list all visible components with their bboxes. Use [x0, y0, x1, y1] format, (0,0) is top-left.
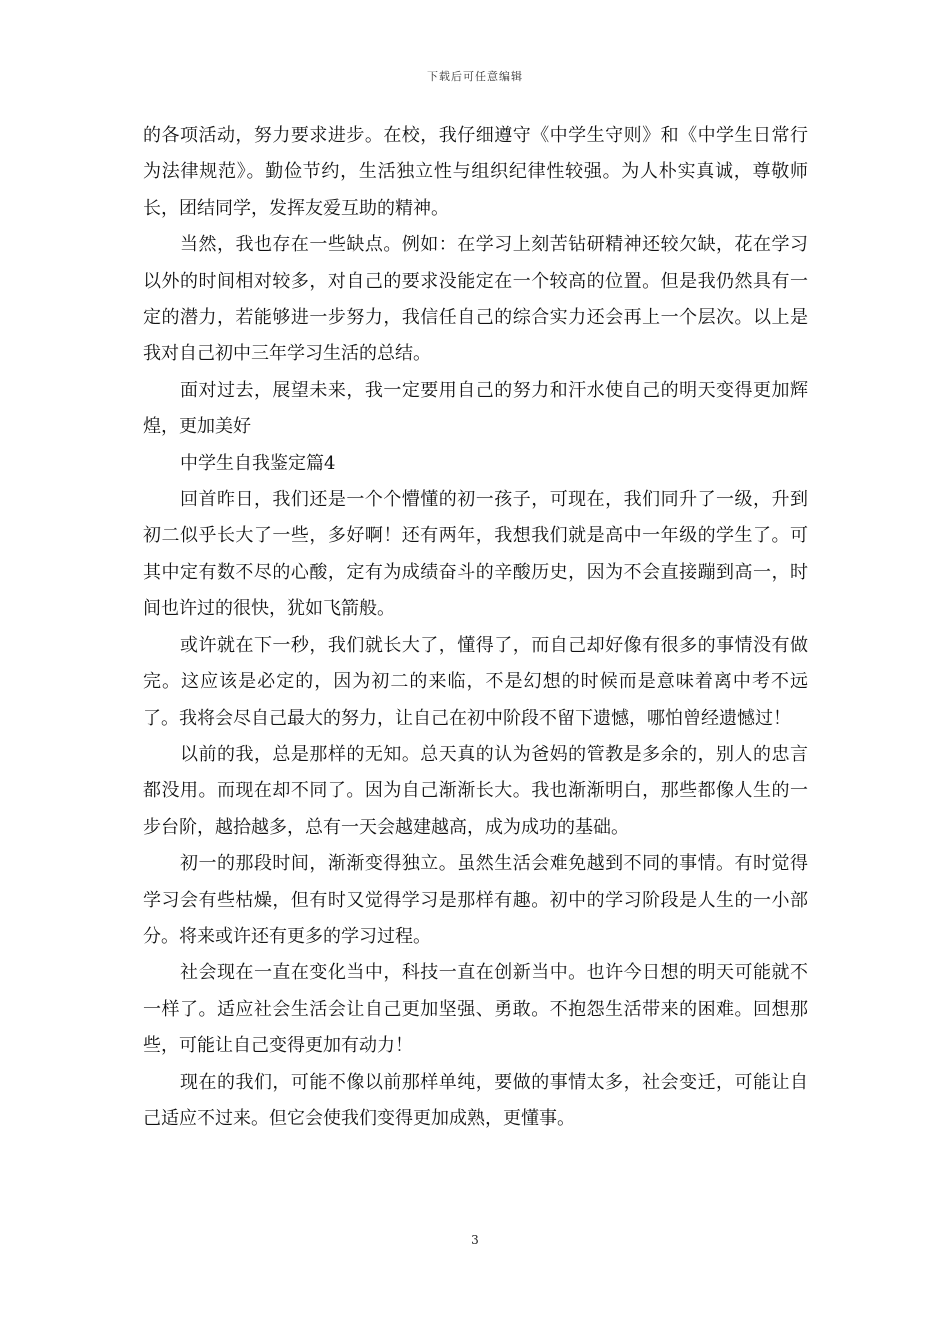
paragraph: 或许就在下一秒，我们就长大了，懂得了，而自己却好像有很多的事情没有做完。这应该是必定的，因为初二的来临，不是幻想的时候而是意味着离中考不远了。我将会尽自己最大的努力，让自己在初中阶段不留下遗憾，哪怕曾经遗憾过！ [143, 634, 808, 729]
paragraph: 当然，我也存在一些缺点。例如：在学习上刻苦钻研精神还较欠缺，花在学习以外的时间相对较多，对自己的要求没能定在一个较高的位置。但是我仍然具有一定的潜力，若能够进一步努力，我信任自己的综合实力还会再上一个层次。以上是我对自己初中三年学习生活的总结。 [143, 234, 808, 365]
paragraph: 初一的那段时间，渐渐变得独立。虽然生活会难免越到不同的事情。有时觉得学习会有些枯燥，但有时又觉得学习是那样有趣。初中的学习阶段是人生的一小部分。将来或许还有更多的学习过程。 [143, 853, 808, 947]
section-heading: 中学生自我鉴定篇4 [180, 452, 336, 474]
paragraph: 回首昨日，我们还是一个个懵懂的初一孩子，可现在，我们同升了一级，升到初二似乎长大了一些，多好啊！还有两年，我想我们就是高中一年级的学生了。可其中定有数不尽的心酸，定有为成绩奋斗的辛酸历史，因为不会直接蹦到高一，时间也许过的很快，犹如飞箭般。 [143, 489, 808, 620]
page-number: 3 [471, 1233, 479, 1247]
paragraph: 现在的我们，可能不像以前那样单纯，要做的事情太多，社会变迁，可能让自己适应不过来。但它会使我们变得更加成熟，更懂事。 [143, 1071, 808, 1129]
paragraph: 以前的我，总是那样的无知。总天真的认为爸妈的管教是多余的，别人的忠言都没用。而现在却不同了。因为自己渐渐长大。我也渐渐明白，那些都像人生的一步台阶，越拾越多，总有一天会越建越高，成为成功的基础。 [143, 743, 808, 838]
page-header-note: 下载后可任意编辑 [427, 70, 523, 83]
paragraph: 面对过去，展望未来，我一定要用自己的努力和汗水使自己的明天变得更加辉煌，更加美好 [143, 379, 808, 438]
paragraph-continued: 的各项活动，努力要求进步。在校，我仔细遵守《中学生守则》和《中学生日常行为法律规范》。勤俭节约，生活独立性与组织纪律性较强。为人朴实真诚，尊敬师长，团结同学，发挥友爱互助的精神。 [143, 125, 808, 219]
paragraph: 社会现在一直在变化当中，科技一直在创新当中。也许今日想的明天可能就不一样了。适应社会生活会让自己更加坚强、勇敢。不抱怨生活带来的困难。回想那些，可能让自己变得更加有动力！ [143, 962, 808, 1057]
document-body [143, 118, 808, 1137]
